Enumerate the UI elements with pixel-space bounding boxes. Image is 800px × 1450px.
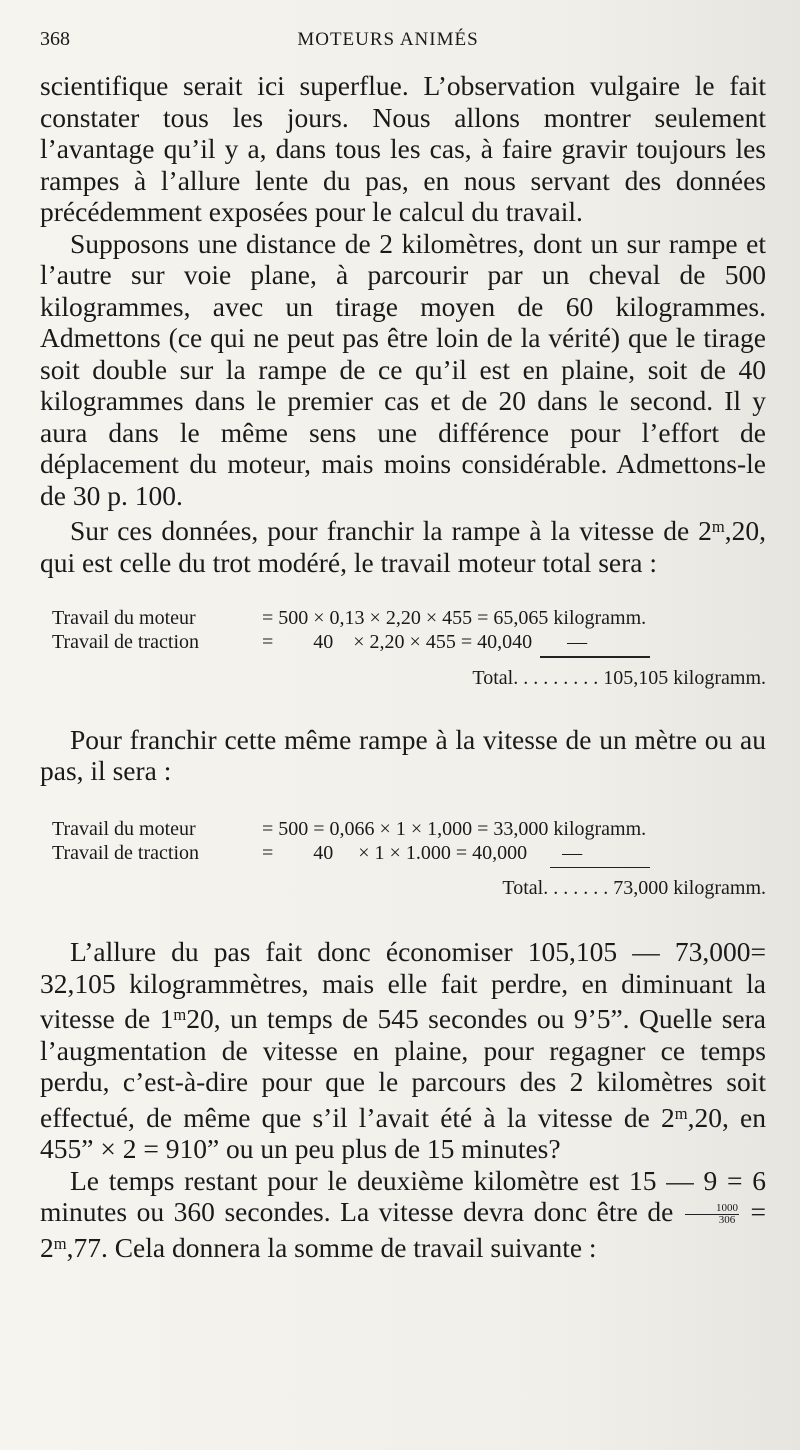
calc-label: Travail du moteur bbox=[52, 607, 196, 629]
calc-expression: = 500 × 0,13 × 2,20 × 455 = 65,065 kilogramm. bbox=[262, 607, 647, 629]
paragraph-6-part-b: = 2 bbox=[40, 1196, 766, 1263]
fraction-denominator: 306 bbox=[718, 1214, 736, 1227]
sum-rule bbox=[550, 867, 650, 869]
unit-superscript: m bbox=[674, 1103, 688, 1123]
calc-row-motor bbox=[52, 817, 766, 841]
calc-total: Total. . . . . . . 73,000 kilogramm. bbox=[502, 877, 766, 899]
calc-expression: = 500 = 0,066 × 1 × 1,000 = 33,000 kilogramm. bbox=[262, 817, 647, 840]
paragraph-5 bbox=[40, 936, 766, 1165]
paragraph-3-part-a: Sur ces données, pour franchir la rampe à la vitesse de 2 bbox=[70, 515, 712, 546]
sum-rule bbox=[540, 656, 650, 658]
paragraph-1: scientifique serait ici superflue. L’observation vulgaire le fait constater tous les jours. Nous allons montrer seulement l’avantage qu’il y a, dans tous les cas, à faire gravir toujours les rampes à l’allure lente du pas, en nous servant des données précédemment exposées pour le calcul du travail. bbox=[40, 70, 766, 227]
paragraph-5-part-a: L’allure du pas fait donc économiser 105,105 — 73,000= 32,105 kilogrammètres, mais elle fait perdre, en diminuant la vitesse de 1 bbox=[40, 936, 766, 1034]
calc-row-motor bbox=[52, 606, 766, 630]
fraction-numerator: 1000 bbox=[685, 1203, 739, 1215]
calc-label: Travail du moteur bbox=[52, 817, 196, 840]
page-number: 368 bbox=[40, 28, 70, 50]
paragraph-3-part-b: ,20, qui est celle du trot modéré, le travail moteur total sera : bbox=[40, 515, 766, 578]
paragraph-5-part-c: ,20, en 455” × 2 = 910” ou un peu plus de 15 minutes? bbox=[40, 1101, 766, 1164]
calculation-trot bbox=[40, 606, 766, 690]
calc-row-traction bbox=[52, 630, 766, 654]
paragraph-4: Pour franchir cette même rampe à la vitesse de un mètre ou au pas, il sera : bbox=[40, 723, 766, 786]
page-header bbox=[40, 28, 766, 70]
calc-row-traction bbox=[52, 841, 766, 865]
calc-expression: = 40 × 2,20 × 455 = 40,040 — bbox=[262, 631, 588, 653]
unit-superscript: m bbox=[711, 517, 725, 536]
paragraph-2: Supposons une distance de 2 kilomètres, dont un sur rampe et l’autre sur voie plane, à parcourir par un cheval de 500 kilogrammes, avec un tirage moyen de 60 kilogrammes. Admettons (ce qui ne peut pas être loin de la vérité) que le tirage soit double sur la rampe de ce qu’il est en plaine, soit de 40 kilogrammes dans le premier cas et de 20 dans le second. Il y aura dans le même sens une différence pour l’effort de déplacement du moteur, mais moins considérable. Admettons-le de 30 p. 100. bbox=[40, 227, 766, 511]
fraction bbox=[685, 1203, 739, 1226]
calc-label: Travail de traction bbox=[52, 841, 200, 864]
calc-total: Total. . . . . . . . . 105,105 kilogramm. bbox=[472, 666, 766, 689]
unit-superscript: m bbox=[53, 1233, 67, 1253]
calculation-walk bbox=[40, 817, 766, 901]
unit-superscript: m bbox=[173, 1005, 187, 1024]
paragraph-6 bbox=[40, 1165, 766, 1264]
paragraph-3 bbox=[40, 511, 766, 578]
paragraph-6-part-c: ,77. Cela donnera la somme de travail suivante : bbox=[66, 1231, 597, 1263]
paragraph-6-part-a: Le temps restant pour le deuxième kilomètre est 15 — 9 = 6 minutes ou 360 secondes. La vitesse devra donc être de bbox=[40, 1164, 766, 1227]
calc-expression: = 40 × 1 × 1.000 = 40,000 — bbox=[262, 841, 583, 864]
paragraph-5-part-b: 20, un temps de 545 secondes ou 9’5”. Quelle sera l’augmentation de vitesse en plaine, pour regagner ce temps perdu, c’est-à-dire pour que le parcours des 2 kilomètres soit effectué, de même que s’il l’avait été à la vitesse de 2 bbox=[40, 1003, 766, 1133]
running-title: MOTEURS ANIMÉS bbox=[297, 29, 479, 50]
calc-label: Travail de traction bbox=[52, 631, 200, 653]
